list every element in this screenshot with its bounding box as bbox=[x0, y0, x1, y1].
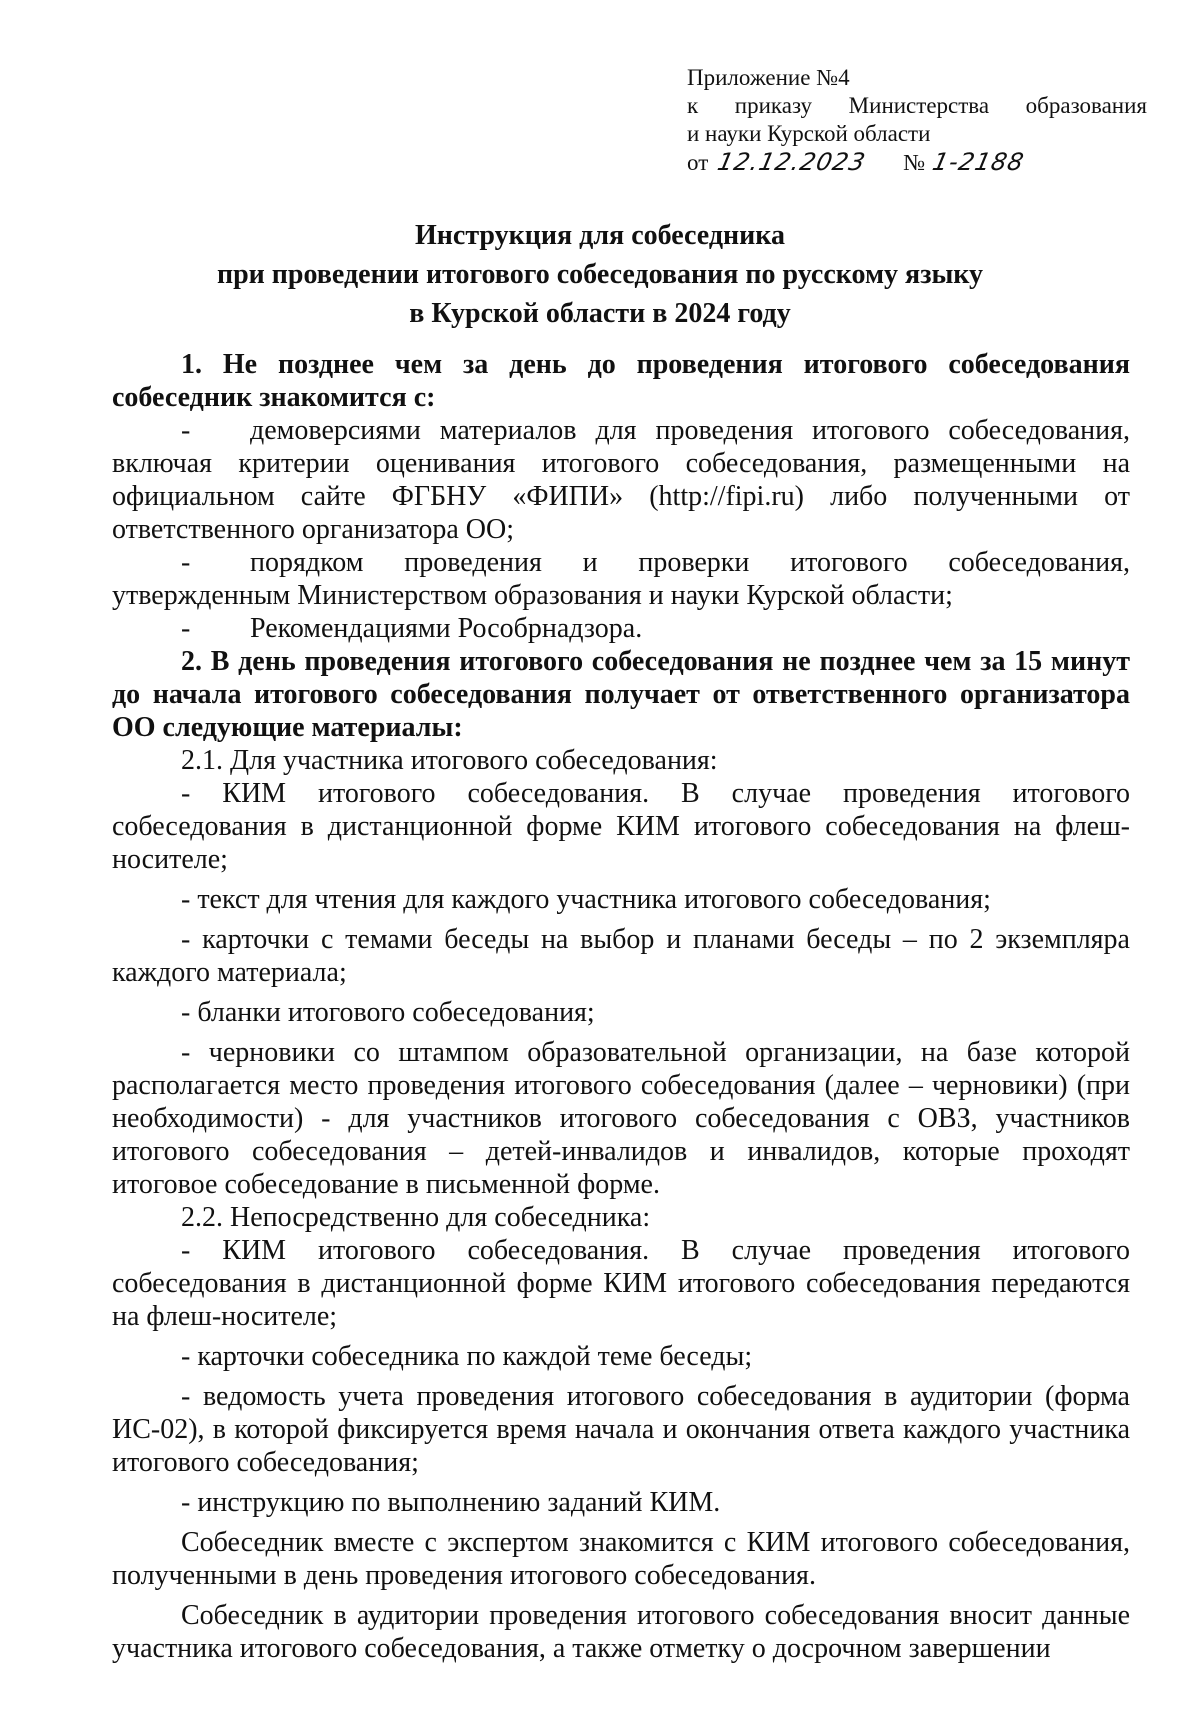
section-2-1-item-1: - КИМ итогового собеседования. В случае проведения итогового собеседования в дистанционной форме КИМ итогового собеседования на флеш-носителе; bbox=[112, 778, 1130, 875]
section-1-item-2 bbox=[112, 546, 1130, 612]
item-text: порядком проведения и проверки итогового собеседования, утвержденным Министерством образования и науки Курской области; bbox=[112, 547, 1130, 611]
item-text: Рекомендациями Рособрнадзора. bbox=[250, 613, 643, 644]
section-2-1-item-5: - черновики со штампом образовательной организации, на базе которой располагается место проведения итогового собеседования (далее – черновики) (при необходимости) - для участников итогового собеседования с ОВЗ, участников итогового собеседования – детей-инвалидов и инвалидов, которые проходят итоговое собеседование в письменной форме. bbox=[112, 1037, 1130, 1200]
section-1-item-1 bbox=[112, 414, 1130, 546]
section-2-1-heading: 2.1. Для участника итогового собеседования: bbox=[181, 745, 718, 776]
document-body bbox=[112, 348, 1130, 1665]
title-line-3: в Курской области в 2024 году bbox=[409, 298, 791, 329]
section-1-item-3 bbox=[112, 612, 1130, 645]
section-2-2-item-4: - инструкцию по выполнению заданий КИМ. bbox=[181, 1487, 721, 1518]
number-sign: № bbox=[903, 150, 926, 175]
section-2-2-item-3: - ведомость учета проведения итогового собеседования в аудитории (форма ИС-02), в которой фиксируется время начала и окончания ответа каждого участника итогового собеседования; bbox=[112, 1381, 1130, 1478]
bullet-dash: - bbox=[181, 415, 191, 446]
handwritten-date: 12.12.2023 bbox=[715, 148, 869, 176]
section-2-heading: 2. В день проведения итогового собеседования не позднее чем за 15 минут до начала итогового собеседования получает от ответственного организатора ОО следующие материалы: bbox=[112, 646, 1130, 743]
order-reference: к приказу Министерства образования bbox=[687, 93, 1147, 118]
handwritten-order-number: 1-2188 bbox=[930, 148, 1028, 176]
bullet-dash: - bbox=[181, 547, 191, 578]
section-1-heading: 1. Не позднее чем за день до проведения итогового собеседования собеседник знакомится с: bbox=[112, 349, 1130, 413]
section-2-2-item-2: - карточки собеседника по каждой теме беседы; bbox=[181, 1341, 753, 1372]
bullet-dash: - bbox=[181, 613, 191, 644]
section-2-1-item-2: - текст для чтения для каждого участника итогового собеседования; bbox=[181, 884, 991, 915]
section-2-2-heading: 2.2. Непосредственно для собеседника: bbox=[181, 1202, 651, 1233]
section-2-2-item-1: - КИМ итогового собеседования. В случае проведения итогового собеседования в дистанционной форме КИМ итогового собеседования передаются на флеш-носителе; bbox=[112, 1235, 1130, 1332]
title-line-1: Инструкция для собеседника bbox=[414, 220, 785, 251]
title-line-2: при проведении итогового собеседования по русскому языку bbox=[216, 259, 984, 290]
section-2-1-item-4: - бланки итогового собеседования; bbox=[181, 997, 595, 1028]
paragraph-last: Собеседник в аудитории проведения итогового собеседования вносит данные участника итогового собеседования, а также отметку о досрочном завершении bbox=[112, 1600, 1130, 1664]
from-prefix: от bbox=[687, 150, 709, 175]
document-title bbox=[0, 216, 1200, 333]
order-date-number-line bbox=[687, 148, 1147, 177]
ministry-region: и науки Курской области bbox=[687, 121, 931, 146]
paragraph-expert: Собеседник вместе с экспертом знакомится с КИМ итогового собеседования, полученными в день проведения итогового собеседования. bbox=[112, 1527, 1130, 1591]
appendix-label: Приложение №4 bbox=[687, 65, 850, 90]
section-2-1-item-3: - карточки с темами беседы на выбор и планами беседы – по 2 экземпляра каждого материала; bbox=[112, 924, 1130, 988]
item-text: демоверсиями материалов для проведения итогового собеседования, включая критерии оценивания итогового собеседования, размещенными на официальном сайте ФГБНУ «ФИПИ» (http://fipi.ru) либо полученными от ответственного организатора ОО; bbox=[112, 415, 1130, 545]
document-header bbox=[687, 64, 1147, 177]
